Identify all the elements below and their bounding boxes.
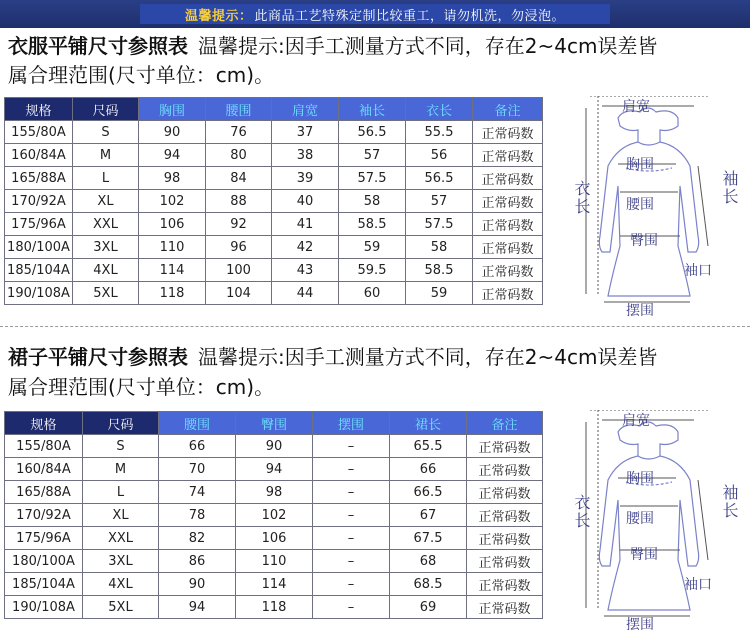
table-cell: 56 xyxy=(406,144,473,167)
table-cell: 185/104A xyxy=(5,573,83,596)
table-cell: 56.5 xyxy=(406,167,473,190)
table-cell: 74 xyxy=(159,481,236,504)
table-cell: XXL xyxy=(73,213,139,236)
column-header: 备注 xyxy=(473,98,543,121)
table-cell: S xyxy=(83,435,159,458)
table-cell: 98 xyxy=(139,167,206,190)
label-sleeve: 袖长 xyxy=(720,484,739,520)
table-cell: 175/96A xyxy=(5,527,83,550)
column-header: 尺码 xyxy=(83,412,159,435)
table-cell: 正常码数 xyxy=(467,504,543,527)
table-cell: M xyxy=(83,458,159,481)
label-waist: 腰围 xyxy=(626,197,654,213)
table-cell: 90 xyxy=(139,121,206,144)
section2-note-line1: 温馨提示:因手工测量方式不同，存在2~4cm误差皆 xyxy=(198,345,658,369)
table-row xyxy=(5,458,543,481)
table-cell: 94 xyxy=(159,596,236,619)
label-hem: 摆围 xyxy=(626,617,654,633)
table-cell: 78 xyxy=(159,504,236,527)
table-cell: 185/104A xyxy=(5,259,73,282)
table-cell: – xyxy=(313,435,390,458)
table-cell: 3XL xyxy=(73,236,139,259)
table-cell: 正常码数 xyxy=(473,236,543,259)
table-cell: 100 xyxy=(206,259,272,282)
clothing-size-table xyxy=(4,97,543,305)
table-cell: 57.5 xyxy=(406,213,473,236)
table-cell: 正常码数 xyxy=(473,282,543,305)
table-cell: S xyxy=(73,121,139,144)
label-cuff: 袖口 xyxy=(684,263,712,279)
table-cell: 155/80A xyxy=(5,435,83,458)
table-cell: 44 xyxy=(272,282,339,305)
table-cell: 94 xyxy=(236,458,313,481)
table-cell: 正常码数 xyxy=(473,213,543,236)
column-header: 袖长 xyxy=(339,98,406,121)
table-row xyxy=(5,573,543,596)
label-shoulder: 肩宽 xyxy=(622,99,650,115)
table-cell: – xyxy=(313,458,390,481)
column-header: 肩宽 xyxy=(272,98,339,121)
table-cell: 58.5 xyxy=(339,213,406,236)
label-sleeve: 袖长 xyxy=(720,170,739,206)
table-row xyxy=(5,481,543,504)
table-cell: 82 xyxy=(159,527,236,550)
table-cell: 160/84A xyxy=(5,144,73,167)
table-cell: 正常码数 xyxy=(467,527,543,550)
table-cell: L xyxy=(83,481,159,504)
table-row xyxy=(5,282,543,305)
label-hem: 摆围 xyxy=(626,303,654,319)
table-cell: – xyxy=(313,596,390,619)
table-cell: 65.5 xyxy=(390,435,467,458)
table-cell: 98 xyxy=(236,481,313,504)
label-cuff: 袖口 xyxy=(684,577,712,593)
table-cell: 86 xyxy=(159,550,236,573)
table-cell: 57.5 xyxy=(339,167,406,190)
table-cell: 3XL xyxy=(83,550,159,573)
table-cell: 60 xyxy=(339,282,406,305)
table-cell: 68.5 xyxy=(390,573,467,596)
garment-diagram-bottom xyxy=(560,410,750,633)
label-waist: 腰围 xyxy=(626,511,654,527)
table-cell: 90 xyxy=(236,435,313,458)
column-header: 备注 xyxy=(467,412,543,435)
table-cell: 66 xyxy=(159,435,236,458)
table-cell: 40 xyxy=(272,190,339,213)
column-header: 规格 xyxy=(5,98,73,121)
column-header: 摆围 xyxy=(313,412,390,435)
table-cell: 正常码数 xyxy=(473,190,543,213)
table-cell: 55.5 xyxy=(406,121,473,144)
table-cell: 38 xyxy=(272,144,339,167)
table-cell: 59 xyxy=(339,236,406,259)
table-cell: 88 xyxy=(206,190,272,213)
table-cell: 94 xyxy=(139,144,206,167)
table-cell: 68 xyxy=(390,550,467,573)
section1-note-line1: 温馨提示:因手工测量方式不同，存在2~4cm误差皆 xyxy=(198,34,658,58)
table-cell: 5XL xyxy=(83,596,159,619)
table-cell: 190/108A xyxy=(5,282,73,305)
table-row xyxy=(5,144,543,167)
table-cell: 57 xyxy=(339,144,406,167)
table-cell: 165/88A xyxy=(5,481,83,504)
table-cell: 56.5 xyxy=(339,121,406,144)
garment-diagram-top xyxy=(560,96,750,319)
table-cell: 170/92A xyxy=(5,190,73,213)
label-chest: 胸围 xyxy=(626,157,654,173)
table-cell: 96 xyxy=(206,236,272,259)
section1-title: 衣服平铺尺寸参照表 xyxy=(8,34,188,58)
table-cell: 正常码数 xyxy=(473,259,543,282)
section1-heading-line2 xyxy=(8,61,748,89)
table-cell: 58 xyxy=(339,190,406,213)
table-row xyxy=(5,596,543,619)
table-cell: 正常码数 xyxy=(467,435,543,458)
column-header: 臀围 xyxy=(236,412,313,435)
table-cell: 58.5 xyxy=(406,259,473,282)
label-shoulder: 肩宽 xyxy=(622,413,650,429)
table-header-row xyxy=(5,412,543,435)
table-cell: 92 xyxy=(206,213,272,236)
table-cell: 正常码数 xyxy=(467,481,543,504)
section1-heading xyxy=(8,32,748,60)
table-cell: 84 xyxy=(206,167,272,190)
section2-note-line2: 属合理范围(尺寸单位：cm)。 xyxy=(8,375,275,399)
table-cell: 114 xyxy=(139,259,206,282)
table-cell: 76 xyxy=(206,121,272,144)
table-cell: 155/80A xyxy=(5,121,73,144)
table-cell: 106 xyxy=(236,527,313,550)
table-cell: 67 xyxy=(390,504,467,527)
table-header-row xyxy=(5,98,543,121)
column-header: 腰围 xyxy=(206,98,272,121)
table-cell: 4XL xyxy=(83,573,159,596)
label-chest: 胸围 xyxy=(626,471,654,487)
table-cell: 165/88A xyxy=(5,167,73,190)
table-cell: 59.5 xyxy=(339,259,406,282)
label-length: 衣长 xyxy=(572,494,591,530)
table-cell: 69 xyxy=(390,596,467,619)
table-cell: 118 xyxy=(236,596,313,619)
table-cell: 正常码数 xyxy=(467,458,543,481)
table-cell: 57 xyxy=(406,190,473,213)
notice-banner-inner xyxy=(140,4,610,24)
table-cell: 43 xyxy=(272,259,339,282)
table-cell: 114 xyxy=(236,573,313,596)
table-cell: 42 xyxy=(272,236,339,259)
table-row xyxy=(5,435,543,458)
table-cell: L xyxy=(73,167,139,190)
section2-heading-line2 xyxy=(8,373,748,401)
table-cell: 59 xyxy=(406,282,473,305)
section-divider xyxy=(0,326,750,327)
column-header: 规格 xyxy=(5,412,83,435)
table-cell: 102 xyxy=(139,190,206,213)
table-cell: 66.5 xyxy=(390,481,467,504)
table-cell: 41 xyxy=(272,213,339,236)
table-cell: 104 xyxy=(206,282,272,305)
notice-banner xyxy=(0,0,750,28)
table-cell: XL xyxy=(73,190,139,213)
table-cell: 67.5 xyxy=(390,527,467,550)
table-cell: 90 xyxy=(159,573,236,596)
table-cell: XL xyxy=(83,504,159,527)
table-cell: 180/100A xyxy=(5,236,73,259)
label-hip: 臀围 xyxy=(630,233,658,249)
table-cell: 110 xyxy=(139,236,206,259)
table-cell: 102 xyxy=(236,504,313,527)
column-header: 衣长 xyxy=(406,98,473,121)
table-row xyxy=(5,527,543,550)
skirt-size-table xyxy=(4,411,543,619)
table-cell: 80 xyxy=(206,144,272,167)
table-cell: – xyxy=(313,550,390,573)
table-cell: – xyxy=(313,573,390,596)
table-row xyxy=(5,121,543,144)
table-cell: 正常码数 xyxy=(473,144,543,167)
table-cell: 170/92A xyxy=(5,504,83,527)
table-cell: M xyxy=(73,144,139,167)
table-cell: 58 xyxy=(406,236,473,259)
column-header: 腰围 xyxy=(159,412,236,435)
table-cell: 正常码数 xyxy=(473,121,543,144)
table-cell: 39 xyxy=(272,167,339,190)
table-row xyxy=(5,259,543,282)
section1-note-line2: 属合理范围(尺寸单位：cm)。 xyxy=(8,63,275,87)
table-cell: 190/108A xyxy=(5,596,83,619)
table-cell: – xyxy=(313,481,390,504)
table-row xyxy=(5,213,543,236)
table-cell: 4XL xyxy=(73,259,139,282)
table-cell: 正常码数 xyxy=(467,573,543,596)
table-cell: – xyxy=(313,504,390,527)
column-header: 尺码 xyxy=(73,98,139,121)
table-cell: 70 xyxy=(159,458,236,481)
table-cell: 正常码数 xyxy=(473,167,543,190)
table-cell: 106 xyxy=(139,213,206,236)
table-cell: 160/84A xyxy=(5,458,83,481)
table-cell: 118 xyxy=(139,282,206,305)
table-row xyxy=(5,236,543,259)
table-cell: XXL xyxy=(83,527,159,550)
notice-highlight: 温馨提示： xyxy=(184,8,253,24)
table-cell: 180/100A xyxy=(5,550,83,573)
table-row xyxy=(5,190,543,213)
label-length: 衣长 xyxy=(572,180,591,216)
section2-title: 裙子平铺尺寸参照表 xyxy=(8,345,188,369)
column-header: 胸围 xyxy=(139,98,206,121)
table-cell: 正常码数 xyxy=(467,596,543,619)
column-header: 裙长 xyxy=(390,412,467,435)
table-cell: 66 xyxy=(390,458,467,481)
label-hip: 臀围 xyxy=(630,547,658,563)
table-cell: 110 xyxy=(236,550,313,573)
table-cell: 5XL xyxy=(73,282,139,305)
notice-text: 此商品工艺特殊定制比较重工，请勿机洗，勿浸泡。 xyxy=(254,8,566,24)
table-cell: 175/96A xyxy=(5,213,73,236)
table-cell: – xyxy=(313,527,390,550)
table-row xyxy=(5,167,543,190)
table-row xyxy=(5,550,543,573)
table-cell: 37 xyxy=(272,121,339,144)
section2-heading xyxy=(8,343,748,371)
table-row xyxy=(5,504,543,527)
table-cell: 正常码数 xyxy=(467,550,543,573)
